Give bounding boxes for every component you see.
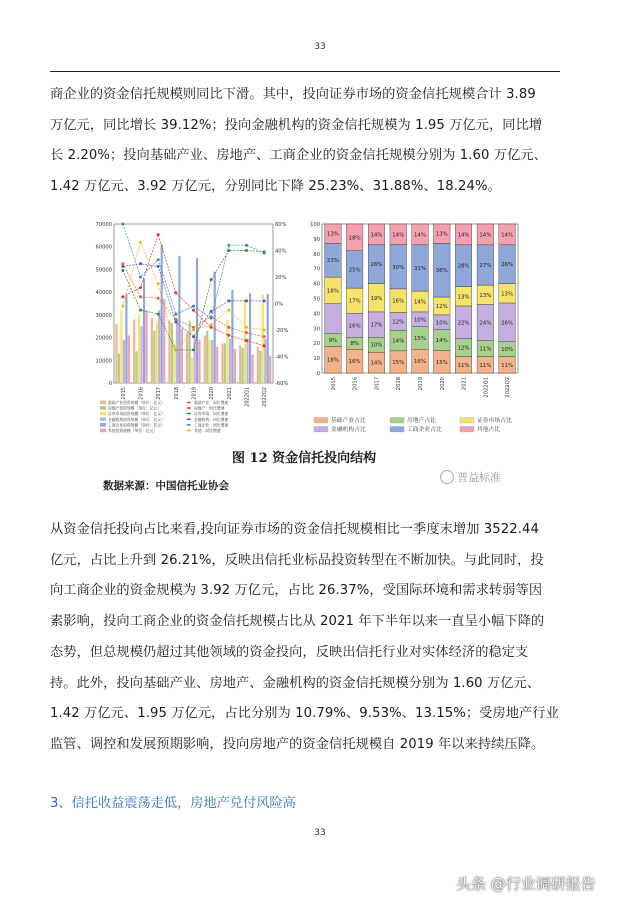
data-label: 10% [414,317,426,324]
y-tick-label: 20000 [95,335,112,342]
growth-point [192,335,195,338]
x-tick-label: 2022Q2 [505,377,512,398]
header-rule [50,71,560,72]
legend-label: 其他投资规模（单位：亿元） [108,428,158,433]
growth-point [192,309,195,312]
data-label: 13% [457,294,470,301]
growth-point [139,309,142,312]
growth-point [245,339,248,342]
data-label: 12% [457,345,470,352]
bar [234,349,236,383]
figure-watermark-text: 普益标准 [457,471,501,484]
y2-tick-label: -40% [275,354,289,361]
data-label: 10% [435,320,448,327]
y2-tick-label: 0% [275,301,284,308]
x-tick-label: 2018 [396,377,403,391]
bar [224,343,226,383]
y-tick-label: 40 [313,311,320,318]
data-label: 14% [370,360,383,367]
y2-tick-label: -60% [275,381,289,387]
data-label: 31% [414,265,426,272]
y-tick-label: 90 [313,236,320,243]
x-tick-label: 2022Q1 [483,377,490,398]
growth-point [157,313,160,316]
x-tick-label: 2022Q1 [244,387,251,407]
growth-point [157,297,160,300]
y-tick-label: 60 [313,281,320,288]
growth-point [174,291,177,294]
legend-label: 房地产：同比增速 [194,405,225,411]
x-tick-label: 2018 [173,387,180,400]
paragraph-1 [50,80,562,203]
x-tick-label: 2021 [226,387,233,400]
bar [120,310,122,383]
data-label: 13% [501,291,514,298]
data-label: 12% [435,303,448,310]
bar [115,324,117,383]
legend-swatch [390,427,404,433]
y-tick-label: 0 [108,381,112,387]
data-label: 15% [435,359,448,366]
legend-swatch [100,406,106,410]
growth-point [263,335,266,338]
y-tick-label: 70000 [95,222,112,228]
x-tick-label: 2021 [461,377,468,391]
y2-tick-label: 20% [275,275,287,281]
data-label: 18% [326,357,339,364]
growth-point [210,326,213,329]
y-tick-label: 100 [310,222,320,228]
bar [194,335,196,383]
y-tick-label: 60000 [95,244,112,251]
data-label: 15% [392,359,405,366]
legend-marker [188,401,190,403]
legend-marker [188,429,190,431]
data-label: 14% [414,232,426,239]
data-label: 24% [479,320,492,327]
bar [181,328,183,383]
growth-point [139,262,142,265]
growth-point [245,249,248,252]
bar [153,331,155,383]
legend-label: 金融机构占比 [331,427,366,433]
growth-point [174,321,177,324]
figure-source: 数据来源：中国信托业协会 [103,480,229,492]
data-label: 19% [370,295,383,302]
bar [239,346,241,383]
growth-point [227,334,230,337]
data-label: 18% [326,288,339,295]
y-tick-label: 30000 [95,312,112,319]
y2-tick-label: 60% [275,222,287,228]
growth-point [174,313,177,316]
growth-point [192,326,195,329]
data-label: 36% [435,268,448,275]
bar [267,294,269,383]
bar [196,258,198,383]
growth-point [227,299,230,302]
y-tick-label: 80 [313,251,320,258]
legend-label: 工商企业占比 [407,427,442,433]
legend-swatch [100,417,106,421]
x-tick-label: 2020 [209,387,216,400]
x-tick-label: 2017 [156,387,163,400]
growth-point [192,329,195,332]
bar [242,348,244,383]
y2-tick-label: 40% [275,248,287,255]
legend-label: 证券市场占比 [477,418,512,424]
y-tick-label: 50 [313,296,320,303]
y-tick-label: 40000 [95,290,112,297]
data-label: 14% [392,232,405,239]
data-label: 12% [392,319,405,326]
data-label: 11% [479,362,492,369]
data-label: 13% [435,231,448,238]
bar [247,339,249,383]
data-label: 26% [370,262,383,269]
legend-label: 工商企业：同比增速 [194,422,229,428]
legend-label: 证券市场投资规模（单位：亿元） [108,411,165,417]
paragraph-line: 素影响，投向工商企业的资金信托规模占比从 2021 年下半年以来一直呈小幅下降的 [50,614,545,630]
data-label: 11% [501,362,514,369]
data-label: 14% [479,232,492,239]
bar [262,295,264,383]
data-label: 22% [457,320,470,327]
data-label: 16% [348,359,361,366]
bar [158,310,160,383]
data-label: 11% [479,346,492,353]
growth-point [139,295,142,298]
legend-swatch [460,427,474,433]
page-number-bottom: 33 [314,828,326,838]
paragraph-line: 向工商企业的资金规模为 3.92 万亿元，占比 26.37%，受国际环境和需求转弱等因 [50,583,543,599]
bar [221,343,223,383]
growth-point [263,329,266,332]
x-tick-label: 2015 [120,387,127,400]
paragraph-line: 持。此外，投向基础产业、房地产、金融机构的资金信托规模分别为 1.60 万亿元、 [50,675,541,691]
bar [143,279,145,383]
data-label: 9% [328,337,338,344]
legend-marker [188,418,190,420]
bar [206,331,208,383]
figure-caption: 图 12 资金信托投向结构 [232,451,377,466]
data-label: 14% [501,232,514,239]
growth-point [157,258,160,261]
bar [133,319,135,383]
growth-point [157,265,160,268]
bar [141,326,143,383]
paragraph-line: 商企业的资金信托规模则同比下滑。其中，投向证券市场的资金信托规模合计 3.89 [50,87,536,102]
bar [214,272,216,383]
bar [198,340,200,383]
x-tick-label: 2015 [330,377,337,391]
data-label: 16% [392,298,405,305]
legend-swatch [100,429,106,433]
y-tick-label: 20 [313,341,320,348]
growth-point [227,326,230,329]
bar [125,294,127,383]
data-label: 14% [370,232,383,239]
legend-label: 基础产业：同比增速 [194,400,229,405]
data-label: 27% [479,262,492,269]
bar [118,353,120,383]
legend-swatch [460,418,474,424]
data-label: 14% [435,338,448,345]
data-label: 15% [414,335,426,342]
growth-point [121,305,124,308]
growth-point [263,252,266,255]
x-tick-label: 2020 [439,377,446,391]
data-label: 23% [326,258,339,265]
y2-tick-label: -20% [275,328,289,334]
growth-point [157,233,160,236]
bar [226,319,228,383]
data-label: 13% [479,292,492,299]
stacked-segment [325,304,342,334]
data-label: 16% [348,323,361,330]
data-label: 26% [501,262,514,269]
y-tick-label: 30 [313,326,320,333]
data-label: 25% [348,267,361,274]
bar [259,351,261,383]
bar [269,356,271,383]
growth-point [263,299,266,302]
bar [145,310,147,383]
bar [161,244,163,383]
bar [191,358,193,383]
growth-point [245,244,248,247]
bar [251,355,253,383]
bar [211,340,213,383]
bar [186,333,188,383]
bar [229,339,231,383]
bar [189,321,191,383]
bottom-watermark: 头条 @行业调研报告 [456,875,596,893]
growth-point [174,348,177,351]
bar [123,340,125,383]
growth-point [121,295,124,298]
bar [249,293,251,383]
legend-swatch [390,418,404,424]
legend-swatch [100,423,106,427]
legend-label: 金融机构投资规模（单位：亿元） [108,416,165,422]
x-tick-label: 2022Q2 [262,387,269,407]
legend-swatch [100,412,106,416]
y-tick-label: 50000 [95,267,112,274]
data-label: 10% [370,342,383,349]
legend-label: 其他：同比增速 [194,428,221,433]
legend-marker [188,407,190,409]
paragraph-line: 态势，但总规模仍超过其他领域的资金投向，反映出信托行业对实体经济的稳定支 [50,644,529,660]
x-tick-label: 2017 [374,377,381,391]
paragraph-line: 监管、调控和发展预期影响，投向房地产的资金信托规模自 2019 年以来持续压降。 [50,736,545,752]
data-label: 10% [501,347,514,354]
bar [209,340,211,383]
bar [156,322,158,383]
y-tick-label: 70 [313,266,320,273]
data-label: 17% [348,298,361,305]
paragraph-line: 万亿元，同比增长 39.12%；投向金融机构的资金信托规模为 1.95 万亿元，同比增 [50,117,543,133]
data-label: 17% [370,322,383,329]
legend-label: 房地产投资规模（单位：亿元） [108,405,162,411]
bar [257,347,259,383]
growth-point [227,244,230,247]
data-label: 11% [457,362,470,369]
growth-point [227,309,230,312]
bar [151,318,153,383]
paragraph-line: 长 2.20%；投向基础产业、房地产、工商企业的资金信托规模分别为 1.60 万亿元、 [50,148,547,164]
legend-swatch [314,427,328,433]
growth-point [210,278,213,281]
legend-marker [188,424,190,426]
data-label: 16% [414,359,426,366]
data-label: 14% [414,299,426,306]
data-label: 8% [350,341,359,348]
legend-label: 基础产业占比 [331,418,366,424]
bar [136,351,138,383]
growth-point [210,317,213,320]
investment-share-chart [304,216,530,440]
paragraph-line: 从资金信托投向占比来看,投向证券市场的资金信托规模相比一季度末增加 3522.44 [50,522,540,537]
legend-label: 房地产占比 [407,418,436,424]
growth-point [121,265,124,268]
data-label: 14% [457,232,470,239]
legend-label: 工商企业投资规模（单位：亿元） [108,422,165,428]
paragraph-2 [50,515,562,761]
growth-point [245,299,248,302]
growth-point [245,326,248,329]
growth-point [210,323,213,326]
legend-label: 金融机构：同比增速 [194,416,229,422]
legend-swatch [314,418,328,424]
growth-point [263,344,266,347]
growth-point [121,223,124,226]
investment-scale-chart [88,216,300,440]
legend-swatch [100,401,106,405]
growth-point [245,331,248,334]
growth-point [192,348,195,351]
x-tick-label: 2019 [191,387,198,400]
paragraph-line: 1.42 万亿元、1.95 万亿元，占比分别为 10.79%、9.53%、13.15%；受房地产行业 [50,706,559,722]
paragraph-line: 亿元，占比上升到 26.21%，反映出信托业标品投资转型在不断加快。与此同时，投 [50,552,544,568]
x-tick-label: 2019 [418,377,424,391]
bar [138,315,140,383]
data-label: 28% [457,263,470,270]
legend-label: 其他占比 [477,427,501,433]
growth-point [157,282,160,285]
data-label: 30% [392,264,405,271]
x-tick-label: 2016 [352,377,359,391]
growth-point [139,276,142,279]
page-number-top: 33 [314,42,326,52]
data-label: 26% [501,320,514,327]
y-tick-label: 0 [316,371,320,377]
growth-point [139,241,142,244]
paragraph-line: 1.42 万亿元、3.92 万亿元，分别同比下降 25.23%、31.88%、18.24%。 [50,179,501,195]
growth-point [121,262,124,265]
data-label: 18% [348,235,361,242]
y-tick-label: 10000 [95,358,112,365]
legend-label: 证券市场：同比增速 [194,411,229,417]
data-label: 13% [326,231,339,238]
figure-watermark [440,469,501,485]
legend-label: 基础产业投资规模（单位：亿元） [108,400,165,405]
x-tick-label: 2016 [138,387,145,400]
legend-marker [188,413,190,415]
bar [178,256,180,383]
bar [216,347,218,383]
bar [163,299,165,383]
y-tick-label: 10 [313,356,320,363]
growth-point [121,269,124,272]
data-label: 14% [392,338,405,345]
growth-point [139,286,142,289]
bar [204,335,206,383]
bar [128,335,130,383]
watermark-logo-icon [440,470,454,484]
growth-point [192,305,195,308]
section-heading: 3、信托收益震荡走低，房地产兑付风险高 [50,796,296,811]
